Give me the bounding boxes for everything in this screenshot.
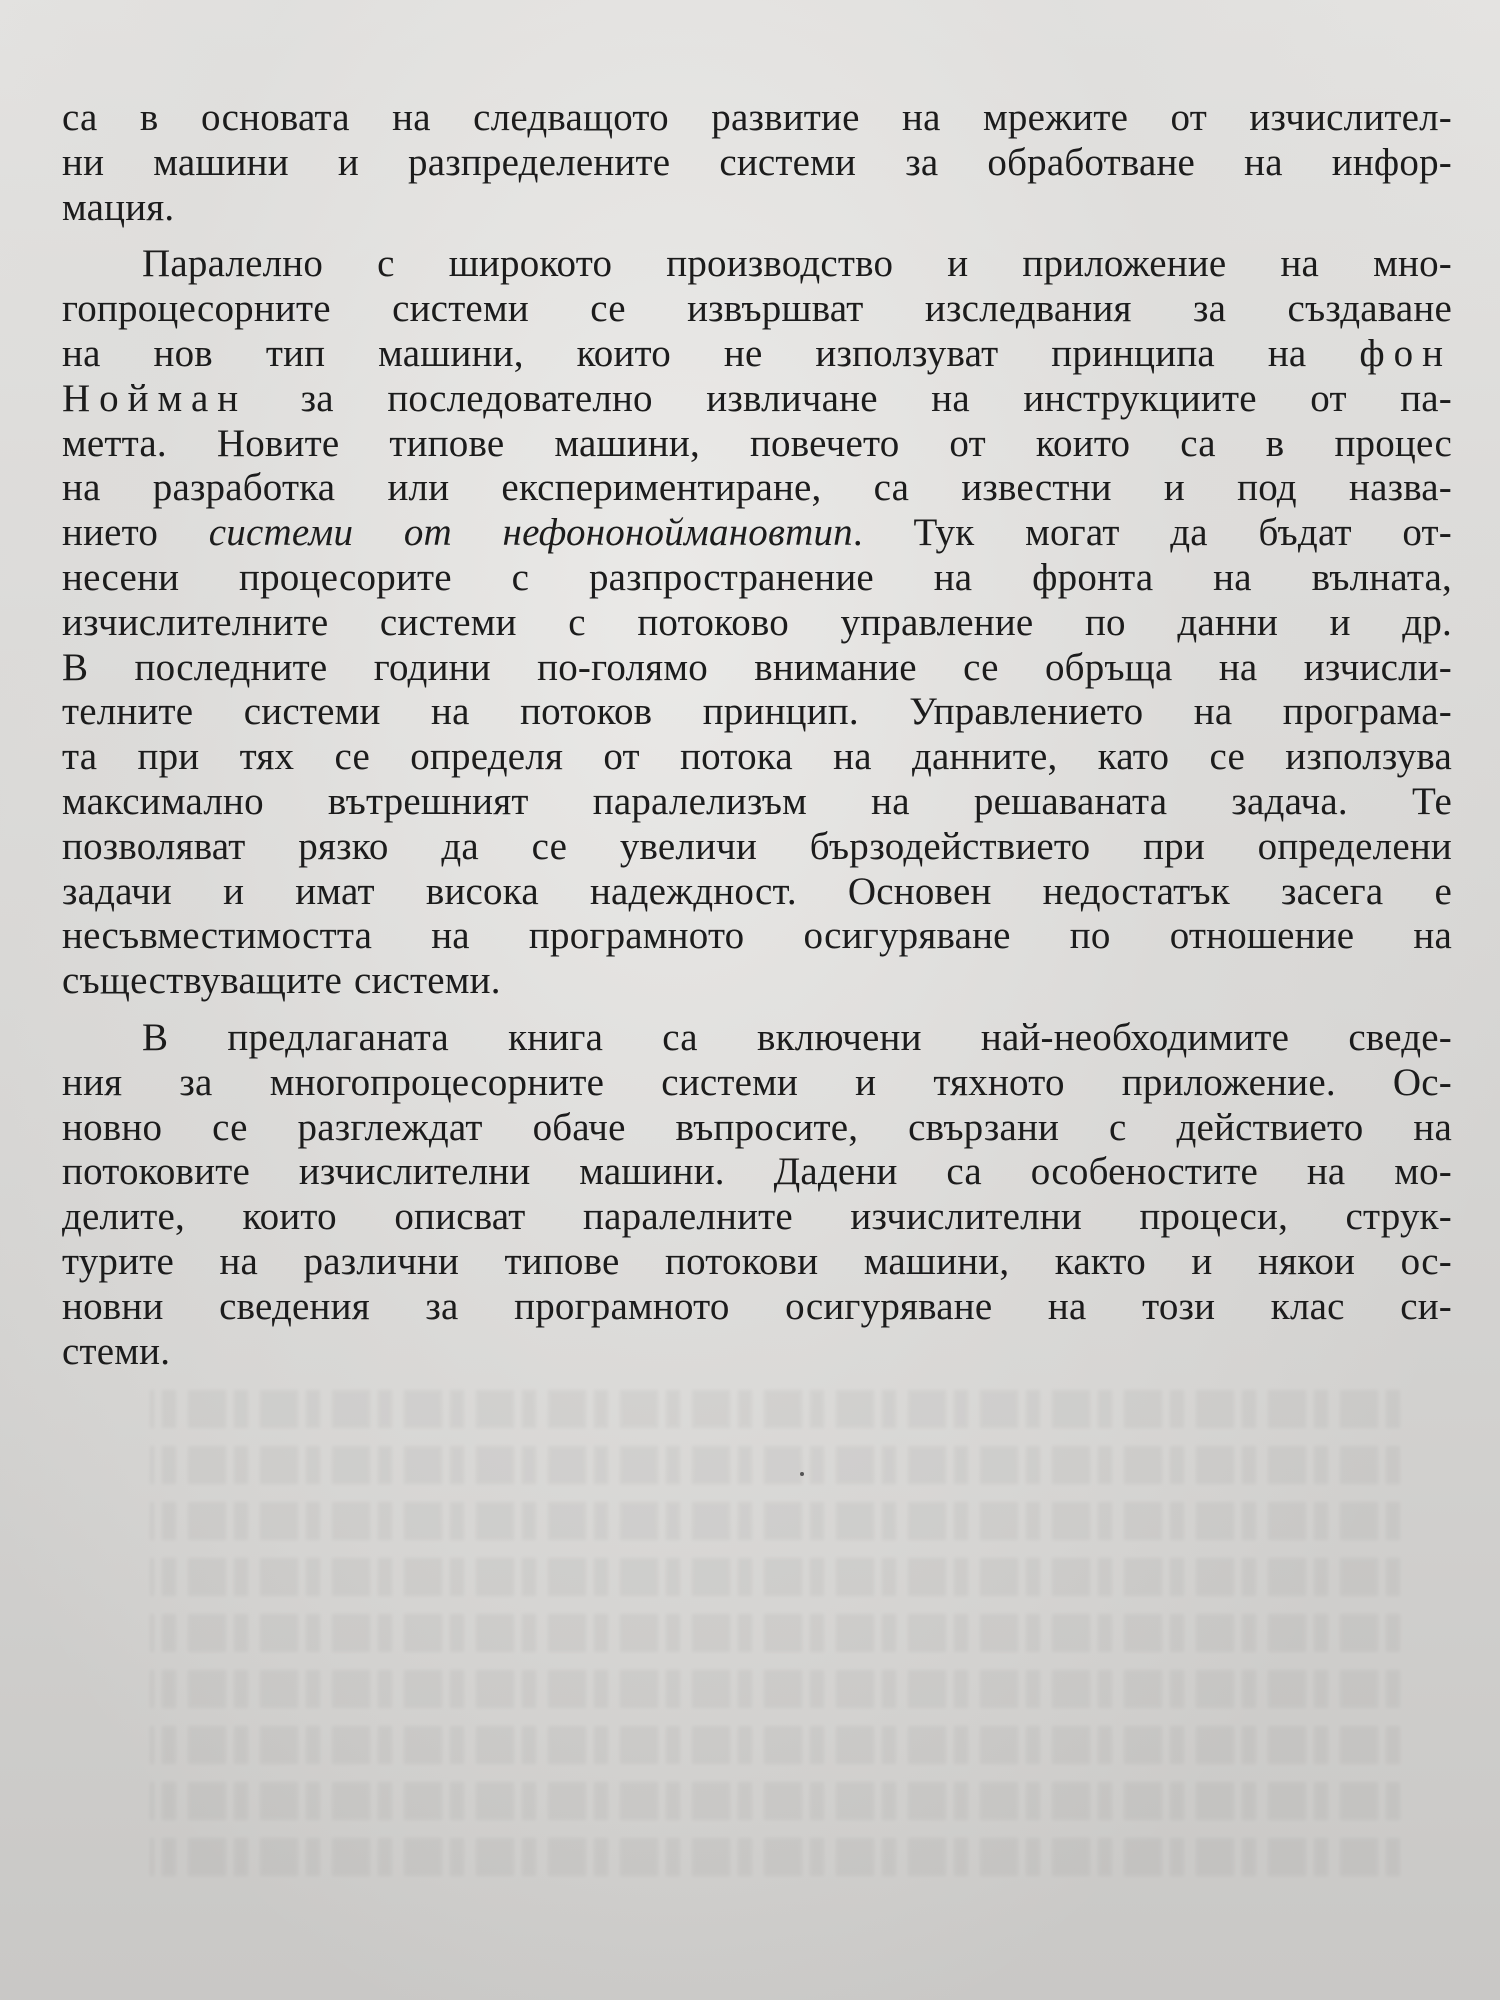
text-line: стеми. <box>62 1329 171 1373</box>
text-line: новно се разглеждат обаче въпросите, свързани с действието на <box>62 1105 1452 1149</box>
text-line: задачи и имат висока надеждност. Основен недостатък засега е <box>62 869 1452 913</box>
emphasized-name: фон <box>1359 331 1452 375</box>
text-line <box>62 332 1452 377</box>
text-run: за последователно извличане на инструкциите от па- <box>247 376 1452 420</box>
emphasized-name: Нойман <box>62 376 248 420</box>
text-line: метта. Новите типове машини, повечето от които са в процес <box>62 421 1452 465</box>
text-line: ния за многопроцесорните системи и тяхното приложение. Ос- <box>62 1060 1452 1104</box>
text-line: несъвместимостта на програмното осигуряване по отношение на <box>62 914 1452 958</box>
text-line: са в основата на следващото развитие на мрежите от изчислител- <box>62 96 1452 139</box>
show-through-text <box>150 1390 1400 1910</box>
text-line: телните системи на потоков принцип. Управлението на програма- <box>62 690 1452 734</box>
text-line: В последните години по-голямо внимание се обръща на изчисли- <box>62 645 1452 689</box>
text-line <box>62 511 1452 556</box>
paragraph-first-line: В предлаганата книга са включени най-необходимите сведе- <box>142 1015 1452 1059</box>
text-line: новни сведения за програмното осигуряване на този клас си- <box>62 1284 1452 1328</box>
text-line: турите на различни типове потокови машини, както и някои ос- <box>62 1239 1452 1283</box>
page-speck <box>800 1472 804 1476</box>
text-run: . Тук могат да бъдат от- <box>852 511 1452 555</box>
text-line: ни машини и разпределените системи за обработване на инфор- <box>62 140 1452 184</box>
text-line: максимално вътрешният паралелизъм на решаваната задача. Те <box>62 779 1452 823</box>
text-line: изчислителните системи с потоково управление по данни и др. <box>62 600 1452 644</box>
italic-term: системи от нефононоймановтип <box>208 511 853 555</box>
text-line <box>62 377 1452 422</box>
text-line: мация. <box>62 185 175 229</box>
text-line: та при тях се определя от потока на данните, като се използува <box>62 735 1452 779</box>
text-line: делите, които описват паралелните изчислителни процеси, струк- <box>62 1195 1452 1239</box>
paragraph-first-line: Паралелно с широкото производство и приложение на мно- <box>142 242 1452 286</box>
text-line: несени процесорите с разпространение на фронта на вълната, <box>62 555 1452 599</box>
text-line: гопроцесорните системи се извършват изследвания за създаване <box>62 287 1452 331</box>
text-line: на разработка или експериментиране, са известни и под назва- <box>62 466 1452 510</box>
text-line: съществуващите системи. <box>62 959 501 1003</box>
text-line: потоковите изчислителни машини. Дадени са особеностите на мо- <box>62 1150 1452 1194</box>
text-line: позволяват рязко да се увеличи бързодействието при определени <box>62 824 1452 868</box>
body-text <box>62 96 1452 1374</box>
text-run: на нов тип машини, които не използуват принципа на <box>62 331 1360 375</box>
text-run: нието <box>62 511 209 555</box>
